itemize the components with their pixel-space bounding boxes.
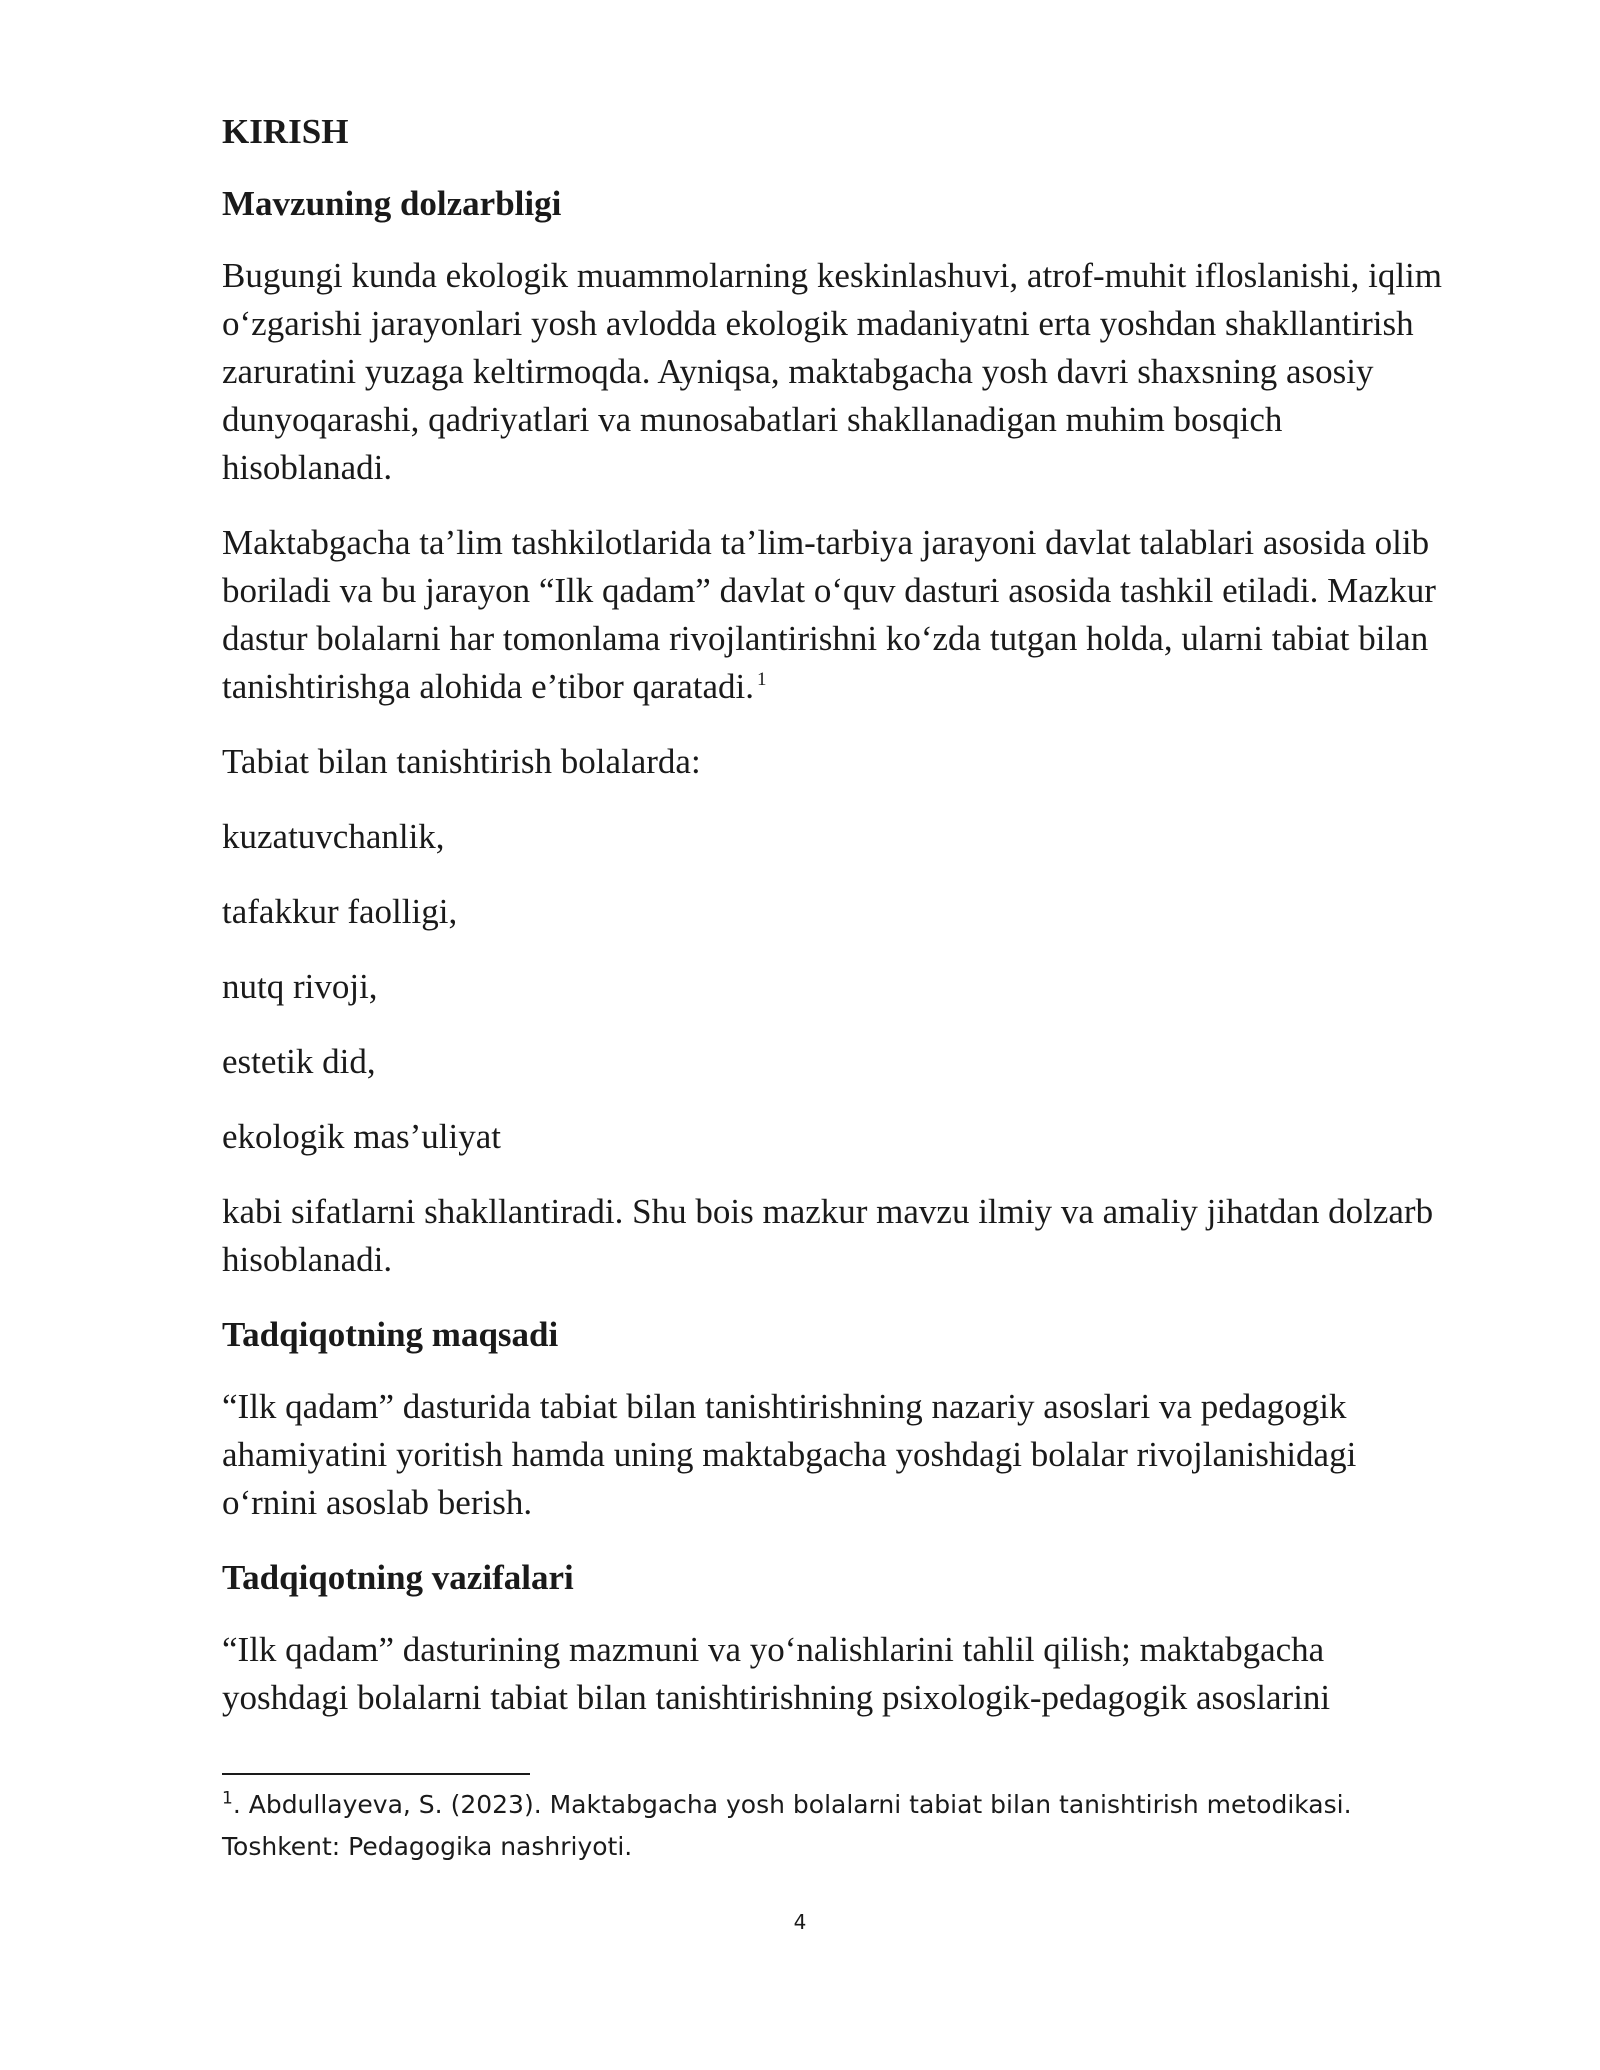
- list-item: kuzatuvchanlik,: [222, 817, 445, 856]
- footnote-text: . Abdullayeva, S. (2023). Maktabgacha yosh bolalarni tabiat bilan tanishtirish metodikasi. Toshkent: Pedagogika nashriyoti.: [222, 1790, 1352, 1861]
- footnote-reference[interactable]: 1: [756, 669, 767, 691]
- heading-relevance: Mavzuning dolzarbligi: [222, 184, 562, 223]
- heading-tasks: Tadqiqotning vazifalari: [222, 1558, 574, 1597]
- list-item: tafakkur faolligi,: [222, 892, 458, 931]
- page-content: [222, 108, 1442, 1749]
- page-title: KIRISH: [222, 112, 349, 151]
- page-number: 4: [793, 1910, 807, 1934]
- footnote: [222, 1784, 1442, 1868]
- list-item: ekologik mas’uliyat: [222, 1117, 501, 1156]
- heading-goal: Tadqiqotning maqsadi: [222, 1315, 559, 1354]
- list-item: estetik did,: [222, 1042, 376, 1081]
- paragraph-goal: “Ilk qadam” dasturida tabiat bilan tanishtirishning nazariy asoslari va pedagogik ahamiyatini yoritish hamda uning maktabgacha yoshdagi bolalar rivojlanishidagi o‘rnini asoslab berish.: [222, 1387, 1357, 1522]
- paragraph-relevance-1: Bugungi kunda ekologik muammolarning keskinlashuvi, atrof-muhit ifloslanishi, iqlim o‘zgarishi jarayonlari yosh avlodda ekologik madaniyatni erta yoshdan shakllantirish zaruratini yuzaga keltirmoqda. Ayniqsa, maktabgacha yosh davri shaxsning asosiy dunyoqarashi, qadriyatlari va munosabatlari shakllanadigan muhim bosqich hisoblanadi.: [222, 256, 1443, 487]
- footnote-separator: [222, 1773, 530, 1775]
- paragraph-relevance-2-text: Maktabgacha ta’lim tashkilotlarida ta’lim-tarbiya jarayoni davlat talablari asosida olib boriladi va bu jarayon “Ilk qadam” davlat o‘quv dasturi asosida tashkil etiladi. Mazkur dastur bolalarni har tomonlama rivojlantirishni ko‘zda tutgan holda, ularni tabiat bilan tanishtirishga alohida e’tibor qaratadi.: [222, 523, 1436, 706]
- paragraph-relevance-4: kabi sifatlarni shakllantiradi. Shu bois mazkur mavzu ilmiy va amaliy jihatdan dolzarb hisoblanadi.: [222, 1192, 1434, 1279]
- paragraph-tasks: “Ilk qadam” dasturining mazmuni va yo‘nalishlarini tahlil qilish; maktabgacha yoshdagi bolalarni tabiat bilan tanishtirishning psixologik-pedagogik asoslarini: [222, 1630, 1331, 1717]
- footnote-marker: 1: [222, 1788, 233, 1809]
- paragraph-relevance-2: [222, 519, 1442, 711]
- list-item: nutq rivoji,: [222, 967, 378, 1006]
- paragraph-relevance-3: Tabiat bilan tanishtirish bolalarda:: [222, 742, 701, 781]
